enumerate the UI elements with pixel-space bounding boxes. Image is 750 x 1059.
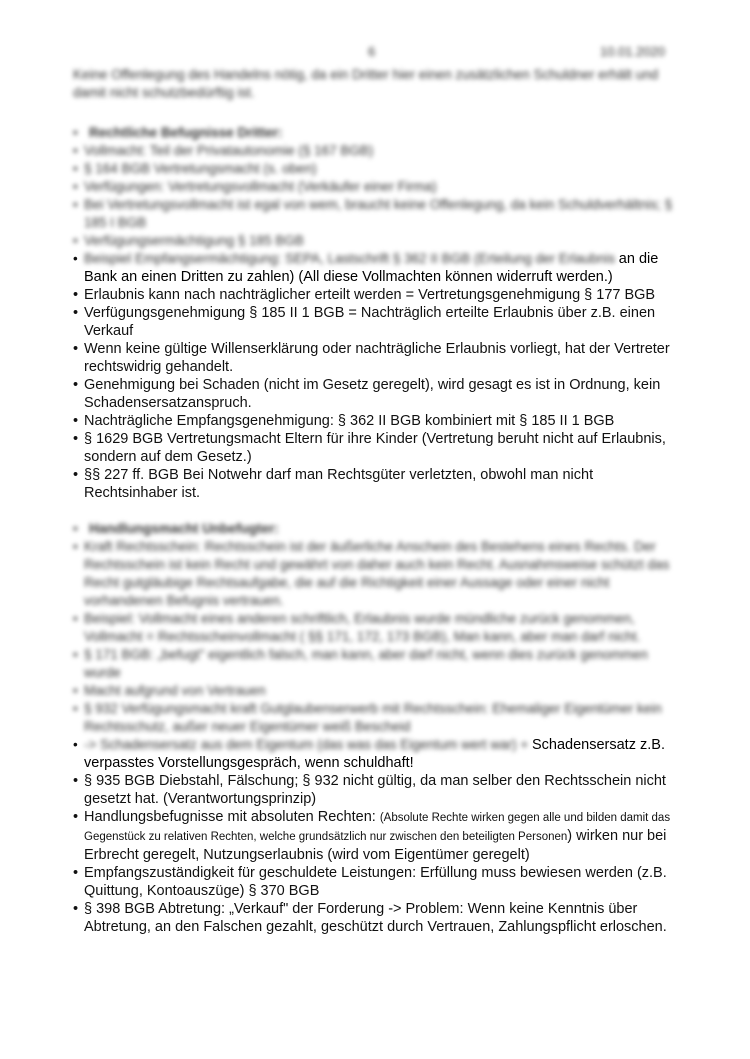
list-item: • § 398 BGB Abtretung: „Verkauf" der Forderung -> Problem: Wenn keine Kenntnis über Abtretung, an den Falschen gezahlt, geschützt durch Vertrauen, Zahlungspflicht erloschen. [73,900,673,936]
list-item-text: Handlungsbefugnisse mit absoluten Rechten: [84,809,380,825]
list-item: • Erlaubnis kann nach nachträglicher erteilt werden = Vertretungsgenehmigung § 177 BGB [73,286,673,304]
list-item: • § 164 BGB Vertretungsmacht (s. oben) [73,160,673,178]
list-item: • §§ 227 ff. BGB Bei Notwehr darf man Rechtsgüter verletzten, obwohl man nicht Rechtsinhaber ist. [73,466,673,502]
page-number: 6 [368,44,376,59]
list-item: • Vollmacht: Teil der Privatautonomie (§ 167 BGB) [73,142,673,160]
list-item-mixed [73,250,673,286]
list-item: • Wenn keine gültige Willenserklärung oder nachträgliche Erlaubnis vorliegt, hat der Vertreter rechtswidrig gehandelt. [73,340,673,376]
list-item: • Macht aufgrund von Vertrauen [73,682,673,700]
list-item-mixed [73,736,673,772]
list-item-mixed-size [73,808,673,864]
list-item: • § 171 BGB: „befugt" eigentlich falsch, man kann, aber darf nicht, wenn dies zurück genommen wurde [73,646,673,682]
list-item: • Verfügungen: Vertretungsvollmacht (Verkäufer einer Firma) [73,178,673,196]
list-item: • Beispiel: Vollmacht eines anderen schriftlich, Erlaubnis wurde mündliche zurück genommen, Vollmacht = Rechtsscheinvollmacht ( §§ 171, 172, 173 BGB), Man kann, aber man darf nicht. [73,610,673,646]
list-item: • Empfangszuständigkeit für geschuldete Leistungen: Erfüllung muss bewiesen werden (z.B. Quittung, Kontoauszüge) § 370 BGB [73,864,673,900]
list-item-text: ) wirken nur bei Erbrecht geregelt, Nutzungserlaubnis (wird vom Eigentümer geregelt) [84,828,667,863]
list-item: • Nachträgliche Empfangsgenehmigung: § 362 II BGB kombiniert mit § 185 II 1 BGB [73,412,673,430]
list-item-blurred-part: -> Schadensersatz aus dem Eigentum (das was das Eigentum wert war) + [84,737,529,752]
list-item: • Bei Vertretungsvollmacht ist egal von wem, braucht keine Offenlegung, da kein Schuldverhältnis; § 185 I BGB [73,196,673,232]
section-list-handlungsmacht [73,538,673,936]
list-item-blurred-part: Beispiel Empfangsermächtigung: SEPA, Lastschrift § 362 II BGB (Erteilung der Erlaubnis [84,251,616,266]
header-date: 10.01.2020 [600,44,666,59]
section-heading-befugnisse: • Rechtliche Befugnisse Dritter: [73,124,673,142]
list-item: • § 1629 BGB Vertretungsmacht Eltern für ihre Kinder (Vertretung beruht nicht auf Erlaubnis, sondern auf dem Gesetz.) [73,430,673,466]
list-item: • Verfügungsgenehmigung § 185 II 1 BGB = Nachträglich erteilte Erlaubnis über z.B. einen Verkauf [73,304,673,340]
list-item-clear-part: Schadensersatz z.B. verpasstes Vorstellungsgespräch, wenn schuldhaft! [84,737,665,771]
list-item: • § 932 Verfügungsmacht kraft Gutglaubenserwerb mit Rechtsschein: Ehemaliger Eigentümer kein Rechtsschutz, außer neuer Eigentümer weiß Bescheid [73,700,673,736]
list-item-small-text: (Absolute Rechte wirken gegen alle und bilden damit das Gegenstück zu relativen Rechten, welche grundsätzlich nur zwischen den beteiligten Personen [84,812,671,843]
intro-paragraph: Keine Offenlegung des Handelns nötig, da ein Dritter hier einen zusätzlichen Schuldner erhält und damit nicht schutzbedürftig ist. [73,67,659,100]
list-item: • Genehmigung bei Schaden (nicht im Gesetz geregelt), wird gesagt es ist in Ordnung, kein Schadensersatzanspruch. [73,376,673,412]
list-item: • Kraft Rechtsschein: Rechtsschein ist der äußerliche Anschein des Bestehens eines Rechts. Der Rechtsschein ist kein Recht und gewährt von daher auch kein Recht. Ausnahmsweise schützt das Recht gutgläubige Rechtsaufgabe, die auf die Richtigkeit einer Aussage oder einer nicht vorhandenen Befugnis vertrauen. [73,538,673,610]
list-item: • Verfügungsermächtigung § 185 BGB [73,232,673,250]
document-body [73,66,673,936]
section-heading-handlungsmacht: • Handlungsmacht Unbefugter: [73,520,673,538]
list-item-clear-part: an die Bank an einen Dritten zu zahlen) (All diese Vollmachten können widerruft werden.) [84,251,659,285]
section-list-befugnisse [73,142,673,502]
list-item: • § 935 BGB Diebstahl, Fälschung; § 932 nicht gültig, da man selber den Rechtsschein nicht gesetzt hat. (Verantwortungsprinzip) [73,772,673,808]
